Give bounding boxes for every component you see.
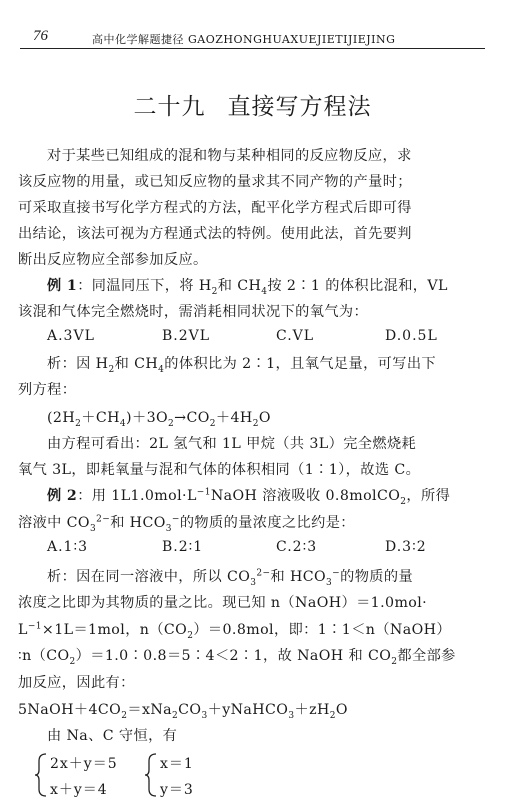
intro-line-4: 出结论，该法可视为方程通式法的特例。使用此法，首先要判 xyxy=(18,226,412,242)
system-right-eq-1: x＝1 xyxy=(160,756,194,772)
example2-question-line-2: 溶液中 $CO_3^{2-}$和 $HCO_3^-$的物质的量浓度之比约是： xyxy=(18,514,355,534)
example1-analysis-line-2: 列方程： xyxy=(18,382,77,398)
example2-equation: $5NaOH+4CO_2=xNa_2CO_3+yNaHCO_3+zH_2O$ xyxy=(18,702,348,721)
example2-question-line-1: 例 2：用 $1L1.0mol\cdot L^{-1}NaOH$ 溶液吸收 0.8molCO$_2$，所得 xyxy=(47,487,451,507)
example1-label: 例 1 xyxy=(47,278,78,294)
example2-label: 例 2 xyxy=(47,488,78,504)
section-name: 直接写方程法 xyxy=(227,94,372,120)
example2-analysis-line-5: 加反应，因此有： xyxy=(18,675,135,691)
example1-question-line-1: 例 1：同温同压下，将 $H_2$和 $CH_4$按 2∶1 的体积比混和，VL xyxy=(47,278,448,297)
intro-line-3: 可采取直接书写化学方程式的方法，配平化学方程式后即可得 xyxy=(18,200,412,216)
example2-analysis-line-3: $L^{-1}\times 1L=1mol$，$n(CO_2)=0.8mol$，即：1∶1＜n（NaOH） xyxy=(18,621,451,641)
right-brace xyxy=(144,752,158,798)
example2-option-d: D.3∶2 xyxy=(385,539,427,555)
header-rule xyxy=(20,48,485,49)
example1-conclusion-line-1: 由方程可看出：2L 氢气和 1L 甲烷（共 3L）完全燃烧耗 xyxy=(47,436,417,452)
running-header xyxy=(0,26,505,48)
example1-conclusion-line-2: 氧气 3L，即耗氧量与混和气体的体积相同（1∶1），故选 C。 xyxy=(18,462,421,478)
intro-line-1: 对于某些已知组成的混和物与某种相同的反应物反应，求 xyxy=(47,148,412,164)
example2-option-c: C.2∶3 xyxy=(276,539,318,555)
example1-option-c: C.VL xyxy=(276,328,315,344)
example2-analysis-line-1: 析：因在同一溶液中，所以 $CO_3^{2-}$和 $HCO_3^-$的物质的量 xyxy=(47,568,414,588)
example2-analysis-line-4: $∶n(CO_2)=1.0∶0.8=5∶4<2∶1$，故 NaOH 和 $CO_2$都全部参 xyxy=(18,648,456,667)
page-number: 76 xyxy=(33,28,48,44)
example1-analysis-line-1: 析：因 $H_2$和 $CH_4$的体积比为 2∶1，且氧气足量，可写出下 xyxy=(47,356,437,375)
example1-option-d: D.0.5L xyxy=(385,328,438,344)
left-brace xyxy=(34,752,48,798)
example1-equation: $(2H_2+CH_4)+3O_2\to CO_2+4H_2O$ xyxy=(47,410,271,429)
intro-line-5: 断出反应物应全部参加反应。 xyxy=(18,252,208,268)
book-title: 高中化学解题捷径 GAOZHONGHUAXUEJIETIJIEJING xyxy=(92,33,396,46)
system-left-eq-2: x＋y＝4 xyxy=(50,782,108,798)
example2-option-a: A.1∶3 xyxy=(47,539,89,555)
example2-analysis-line-2: 浓度之比即为其物质的量之比。现已知 n（NaOH）＝1.0mol· xyxy=(18,595,428,611)
example1-question-line-2: 该混和气体完全燃烧时，需消耗相同状况下的氧气为： xyxy=(18,304,369,320)
section-number: 二十九 xyxy=(133,94,206,120)
example1-option-b: B.2VL xyxy=(162,328,211,344)
system-left-eq-1: 2x＋y＝5 xyxy=(50,756,118,772)
section-title xyxy=(0,88,505,121)
example2-conservation-line: 由 Na、C 守恒，有 xyxy=(47,728,178,744)
system-right-eq-2: y＝3 xyxy=(160,782,194,798)
intro-line-2: 该反应物的用量，或已知反应物的量求其不同产物的产量时； xyxy=(18,174,412,190)
example2-option-b: B.2∶1 xyxy=(162,539,204,555)
example1-option-a: A.3VL xyxy=(47,328,95,344)
